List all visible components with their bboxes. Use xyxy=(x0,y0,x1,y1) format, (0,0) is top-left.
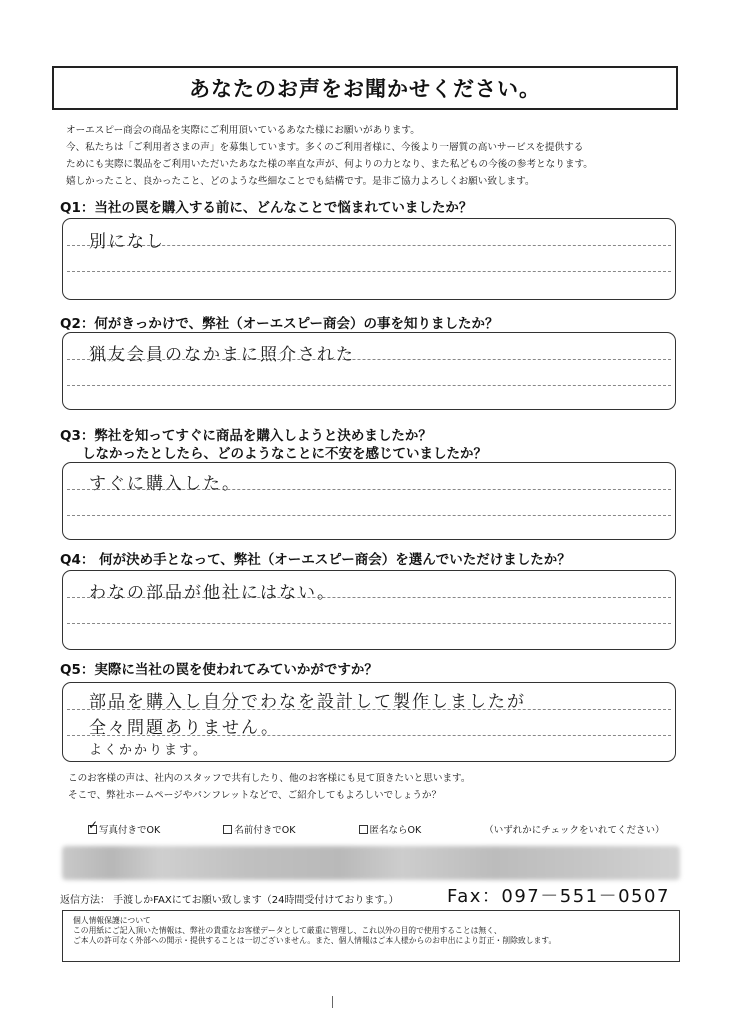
option-name-label: 名前付きでOK xyxy=(234,825,296,836)
question-3: Q3：弊社を知ってすぐに商品を購入しようと決めましたか？ xyxy=(60,428,432,444)
answer-4-line: わなの部品が他社にはない。 xyxy=(89,583,336,603)
option-anonymous-label: 匿名ならOK xyxy=(369,825,422,836)
option-photo[interactable] xyxy=(88,818,190,836)
question-4: Q4： 何が決め手となって、弊社（オーエスピー商会）を選んでいただけましたか？ xyxy=(60,552,571,568)
answer-3-line: すぐに購入した。 xyxy=(89,474,241,494)
privacy-line: ご本人の許可なく外部への開示・提供することは一切ございません。また、個人情報はご本人様からのお申出により訂正・削除致します。 xyxy=(73,936,557,945)
answer-box-2 xyxy=(62,332,676,410)
privacy-notice xyxy=(62,910,680,962)
option-instruction: （いずれかにチェックをいれてください） xyxy=(484,825,665,836)
answer-5-line: 部品を購入し自分でわなを設計して製作しましたが xyxy=(89,692,526,712)
permission-options xyxy=(88,818,680,836)
intro-text xyxy=(66,122,676,190)
fold-mark xyxy=(332,996,333,1008)
answer-box-4 xyxy=(62,570,676,650)
privacy-heading: 個人情報保護について xyxy=(73,916,151,925)
option-anonymous[interactable] xyxy=(359,822,452,836)
option-photo-label: 写真付きでOK xyxy=(99,825,161,836)
page-title: あなたのお声をお聞かせください。 xyxy=(52,66,678,110)
checkbox[interactable] xyxy=(223,825,232,834)
answer-box-5 xyxy=(62,682,676,762)
intro-line: オーエスピー商会の商品を実際にご利用頂いているあなた様にお願いがあります。 xyxy=(66,125,420,136)
answer-1-line: 別になし xyxy=(89,232,165,252)
check-mark-icon: ✓ xyxy=(88,818,99,832)
intro-line: ためにも実際に製品をご利用いただいたあなた様の率直な声が、何よりの力となり、また私どもの今後の参考となります。 xyxy=(66,159,593,170)
answer-5-line: 全々問題ありません。 xyxy=(89,718,281,738)
share-note-line: このお客様の声は、社内のスタッフで共有したり、他のお客様にも見て頂きたいと思います。 xyxy=(68,773,471,784)
option-name[interactable] xyxy=(223,822,325,836)
share-note-line: そこで、弊社ホームページやパンフレットなどで、ご紹介してもよろしいでしょうか？ xyxy=(68,790,442,801)
reply-method: 返信方法： 手渡しかFAXにてお願い致します（24時間受付けております。） xyxy=(60,895,399,906)
answer-2-line: 猟友会員のなかまに照介された xyxy=(89,345,355,365)
answer-box-1 xyxy=(62,218,676,300)
answer-5-line: よくかかります。 xyxy=(89,743,208,758)
checkbox-checked[interactable] xyxy=(88,818,99,834)
question-3-sub: しなかったとしたら、どのようなことに不安を感じていましたか？ xyxy=(82,446,487,462)
intro-line: 今、私たちは「ご利用者さまの声」を募集しています。多くのご利用者様に、今後より一層質の高いサービスを提供する xyxy=(66,142,584,153)
fax-number: Fax：097－551－0507 xyxy=(447,886,670,907)
intro-line: 嬉しかったこと、良かったこと、どのような些細なことでも結構です。是非ご協力よろしくお願い致します。 xyxy=(66,176,535,187)
privacy-line: この用紙にご記入頂いた情報は、弊社の貴重なお客様データとして厳重に管理し、これ以外の目的で使用することは無く、 xyxy=(73,926,502,935)
question-2: Q2：何がきっかけで、弊社（オーエスピー商会）の事を知りましたか？ xyxy=(60,316,499,332)
checkbox[interactable] xyxy=(359,825,368,834)
question-1: Q1：当社の罠を購入する前に、どんなことで悩まれていましたか？ xyxy=(60,200,473,216)
question-5: Q5：実際に当社の罠を使われてみていかがですか？ xyxy=(60,662,378,678)
answer-box-3 xyxy=(62,462,676,540)
redacted-customer-info xyxy=(62,846,680,880)
